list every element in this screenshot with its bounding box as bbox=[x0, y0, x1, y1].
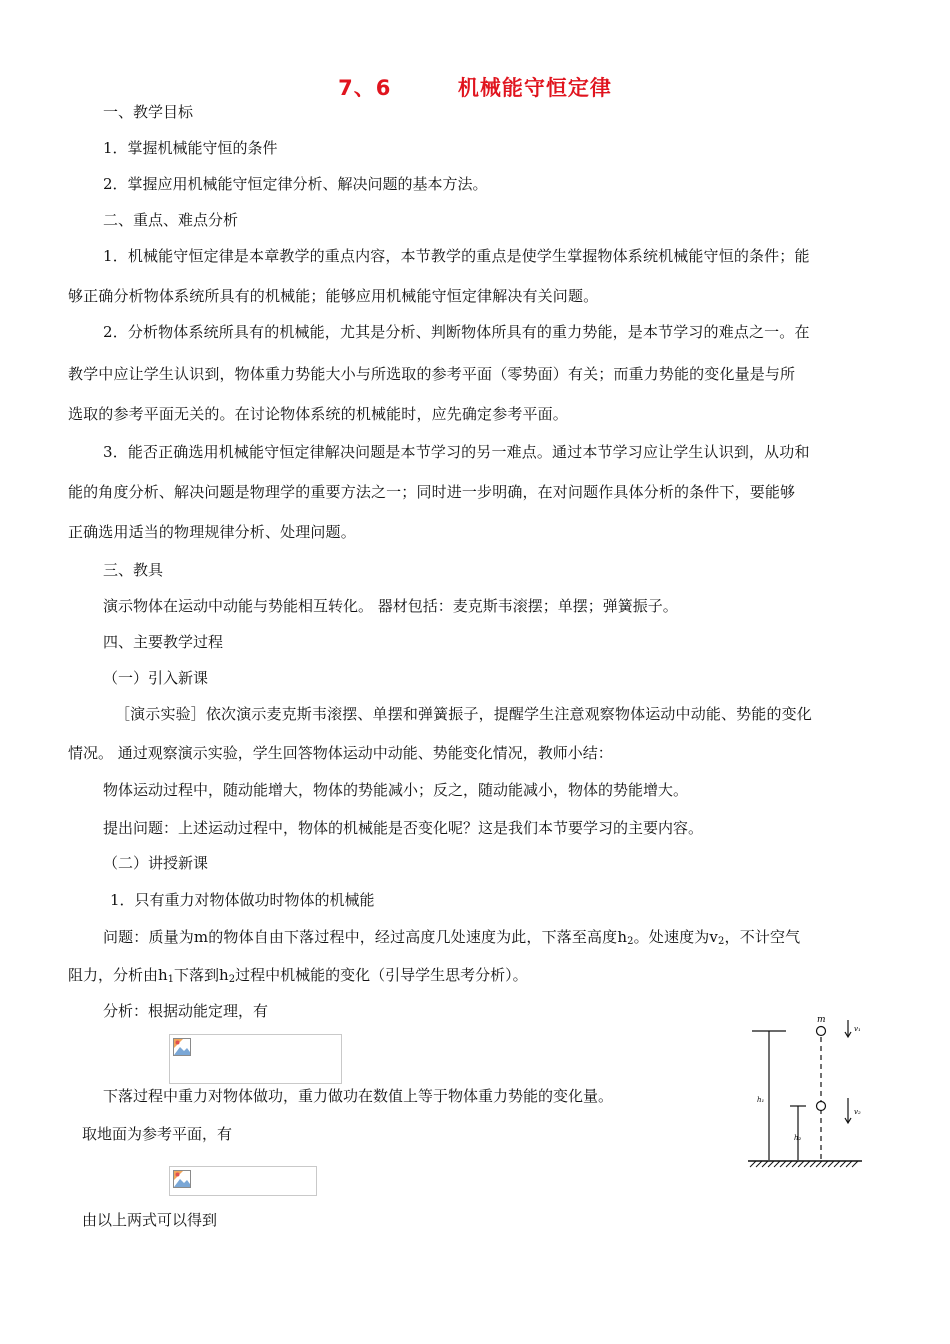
free-fall-figure bbox=[740, 1010, 880, 1175]
subsection-new-lesson: （二）讲授新课 bbox=[103, 854, 209, 872]
reference-plane-text: 取地面为参考平面，有 bbox=[82, 1125, 233, 1143]
key-point-2-line-3: 选取的参考平面无关的。在讨论物体系统的机械能时，应先确定参考平面。 bbox=[68, 405, 568, 423]
subscript: 2 bbox=[718, 936, 725, 947]
subscript: 2 bbox=[228, 974, 236, 985]
conclusion-text: 由以上两式可以得到 bbox=[82, 1211, 218, 1229]
subscript: 1 bbox=[167, 974, 175, 985]
broken-image-icon bbox=[173, 1038, 191, 1056]
topic-1-heading: 1．只有重力对物体做功时物体的机械能 bbox=[110, 891, 375, 909]
problem-line-1-text-a: 问题：质量为m的物体自由下落过程中，经过高度几处速度为此，下落至高度h bbox=[103, 928, 628, 946]
key-point-2-line-1: 2．分析物体系统所具有的机械能，尤其是分析、判断物体所具有的重力势能，是本节学习的难点之一。在 bbox=[103, 323, 810, 341]
section-heading-process: 四、主要教学过程 bbox=[103, 633, 224, 651]
ground-hatching bbox=[750, 1161, 858, 1167]
problem-line-2-text-c: 过程中机械能的变化（引导学生思考分析）。 bbox=[235, 966, 528, 984]
key-point-2-line-2: 教学中应让学生认识到，物体重力势能大小与所选取的参考平面（零势面）有关；而重力势能的变化量是与所 bbox=[68, 365, 796, 383]
section-heading-objectives: 一、教学目标 bbox=[103, 103, 194, 121]
broken-image-icon bbox=[173, 1170, 191, 1188]
h2-label: h₂ bbox=[794, 1134, 802, 1142]
key-point-1-line-2: 够正确分析物体系统所具有的机械能；能够应用机械能守恒定律解决有关问题。 bbox=[68, 287, 599, 305]
key-point-1-line-1: 1．机械能守恒定律是本章教学的重点内容，本节教学的重点是使学生掌握物体系统机械能守恒的条件；能 bbox=[103, 247, 810, 265]
summary-text: 物体运动过程中，随动能增大，物体的势能减小；反之，随动能减小，物体的势能增大。 bbox=[103, 781, 689, 799]
v2-label: v₂ bbox=[854, 1108, 861, 1116]
problem-line-1-text-c: ，不计空气 bbox=[724, 928, 801, 946]
problem-line-1-text-b: 。处速度为v bbox=[633, 928, 719, 946]
formula-image-kinetic-energy bbox=[169, 1034, 342, 1084]
equipment-text: 演示物体在运动中动能与势能相互转化。 器材包括：麦克斯韦滚摆；单摆；弹簧振子。 bbox=[103, 597, 678, 615]
subscript: 2 bbox=[627, 936, 634, 947]
key-point-3-line-3: 正确选用适当的物理规律分析、处理问题。 bbox=[68, 523, 356, 541]
demo-line-1: ［演示实验］依次演示麦克斯韦滚摆、单摆和弹簧振子，提醒学生注意观察物体运动中动能、势能的变化 bbox=[115, 705, 812, 723]
objective-2: 2．掌握应用机械能守恒定律分析、解决问题的基本方法。 bbox=[103, 175, 488, 193]
work-statement: 下落过程中重力对物体做功，重力做功在数值上等于物体重力势能的变化量。 bbox=[103, 1087, 614, 1105]
mass-label: m bbox=[817, 1015, 826, 1025]
section-heading-equipment: 三、教具 bbox=[103, 561, 164, 579]
analysis-text: 分析：根据动能定理，有 bbox=[103, 1002, 269, 1020]
h1-label: h₁ bbox=[757, 1096, 765, 1104]
demo-line-2: 情况。 通过观察演示实验，学生回答物体运动中动能、势能变化情况，教师小结： bbox=[68, 744, 613, 762]
subsection-intro: （一）引入新课 bbox=[103, 669, 209, 687]
problem-line-2-text-b: 下落到h bbox=[174, 966, 229, 984]
mass-position-1 bbox=[817, 1027, 826, 1036]
problem-line-2-text-a: 阻力，分析由h bbox=[68, 966, 168, 984]
key-point-3-line-1: 3．能否正确选用机械能守恒定律解决问题是本节学习的另一难点。通过本节学习应让学生认识到，从功和 bbox=[103, 443, 810, 461]
document-title: 7、6 机械能守恒定律 bbox=[338, 76, 612, 100]
objective-1: 1．掌握机械能守恒的条件 bbox=[103, 139, 278, 157]
problem-line-1 bbox=[103, 927, 800, 952]
v1-label: v₁ bbox=[854, 1025, 861, 1033]
question-intro: 提出问题：上述运动过程中，物体的机械能是否变化呢？这是我们本节要学习的主要内容。 bbox=[103, 819, 704, 837]
problem-line-2 bbox=[68, 965, 528, 990]
key-point-3-line-2: 能的角度分析、解决问题是物理学的重要方法之一；同时进一步明确，在对问题作具体分析的条件下，要能够 bbox=[68, 483, 796, 501]
mass-position-2 bbox=[817, 1102, 826, 1111]
section-heading-key-points: 二、重点、难点分析 bbox=[103, 211, 239, 229]
formula-image-potential-energy bbox=[169, 1166, 317, 1196]
